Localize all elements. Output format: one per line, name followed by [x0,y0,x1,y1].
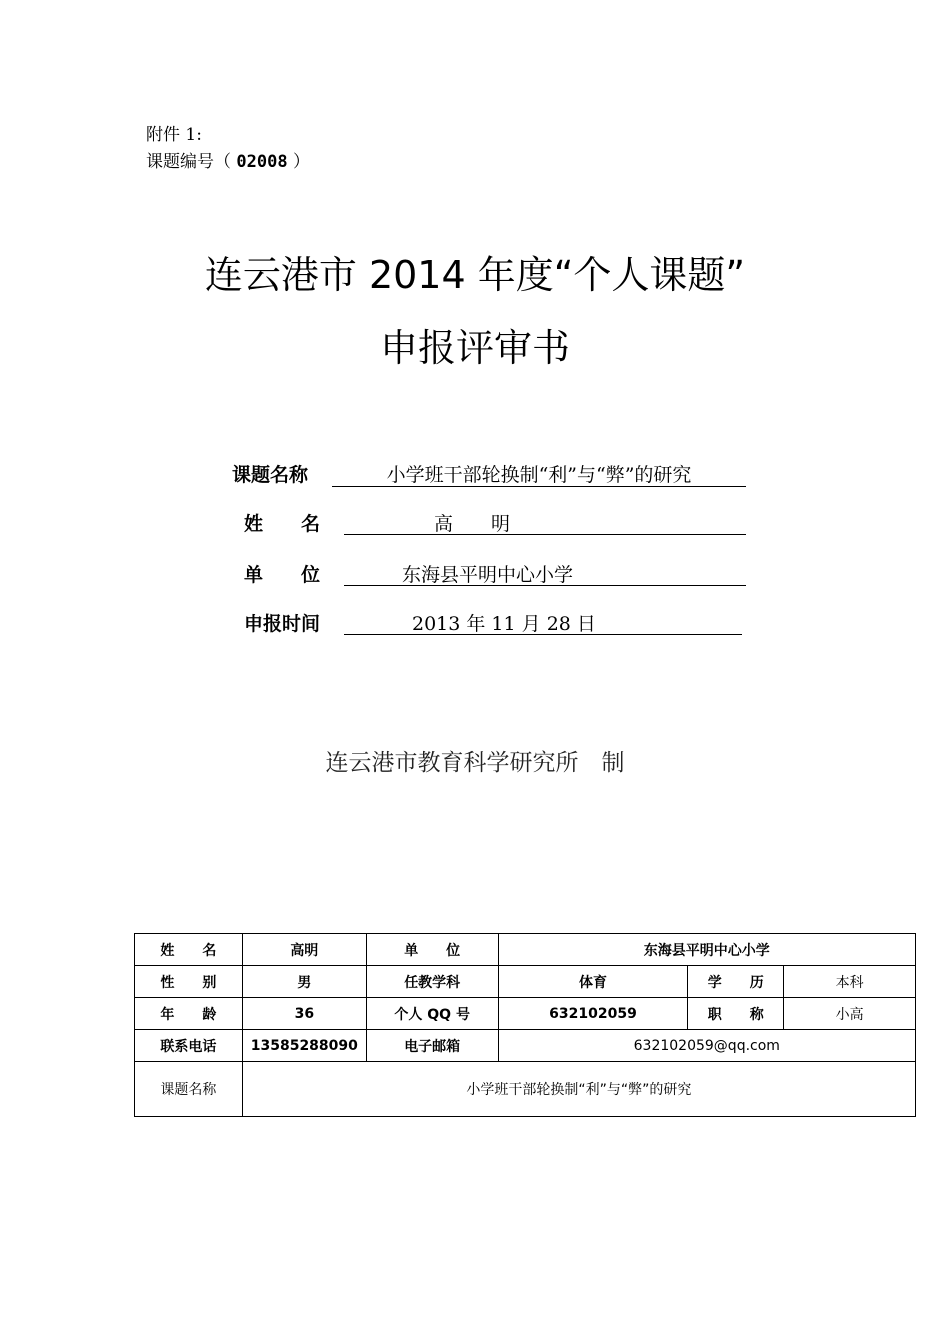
table-cell: 个人 QQ 号 [366,998,498,1030]
issuer: 连云港市教育科学研究所 制 [325,750,625,776]
table-cell: 小高 [784,998,916,1030]
table-cell: 36 [242,998,366,1030]
attachment-label: 附件 1: [146,125,202,145]
table-row [135,998,916,1030]
table-cell: 电子邮箱 [366,1030,498,1062]
project-code-line [146,149,310,176]
table-row [135,934,916,966]
field-label: 姓 名 [244,513,321,535]
table-cell: 职 称 [688,998,784,1030]
project-code-close: ） [293,152,310,172]
table-cell: 姓 名 [135,934,243,966]
table-cell: 高明 [242,934,366,966]
field-date [232,609,752,639]
table-cell: 体育 [498,966,688,998]
table-cell: 年 龄 [135,998,243,1030]
field-label: 单 位 [244,564,321,586]
table-cell: 单 位 [366,934,498,966]
field-name [232,509,752,539]
table-cell: 课题名称 [135,1062,243,1117]
table-cell: 632102059 [498,998,688,1030]
table-cell: 小学班干部轮换制“利”与“弊”的研究 [242,1062,915,1117]
table-cell: 东海县平明中心小学 [498,934,915,966]
table-cell: 性 别 [135,966,243,998]
table-cell: 学 历 [688,966,784,998]
field-value: 2013 年 11 月 28 日 [344,609,742,635]
applicant-info-table [134,933,916,1117]
attachment-header [146,122,310,176]
table-row [135,1030,916,1062]
field-value: 高 明 [344,509,746,535]
table-cell: 联系电话 [135,1030,243,1062]
field-value: 东海县平明中心小学 [344,560,746,586]
table-cell: 男 [242,966,366,998]
field-label: 课题名称 [232,464,309,486]
field-unit [232,560,752,590]
table-row [135,1062,916,1117]
table-row [135,966,916,998]
project-code: 02008 [236,152,288,172]
table-cell: 632102059@qq.com [498,1030,915,1062]
table-cell: 任教学科 [366,966,498,998]
document-title: 连云港市 2014 年度“个人课题” [204,253,746,297]
table-cell: 本科 [784,966,916,998]
field-label: 申报时间 [244,613,321,635]
document-subtitle: 申报评审书 [379,326,570,370]
field-topic [232,460,752,490]
field-value: 小学班干部轮换制“利”与“弊”的研究 [332,460,746,487]
table-cell: 13585288090 [242,1030,366,1062]
project-code-label: 课题编号（ [146,152,231,172]
